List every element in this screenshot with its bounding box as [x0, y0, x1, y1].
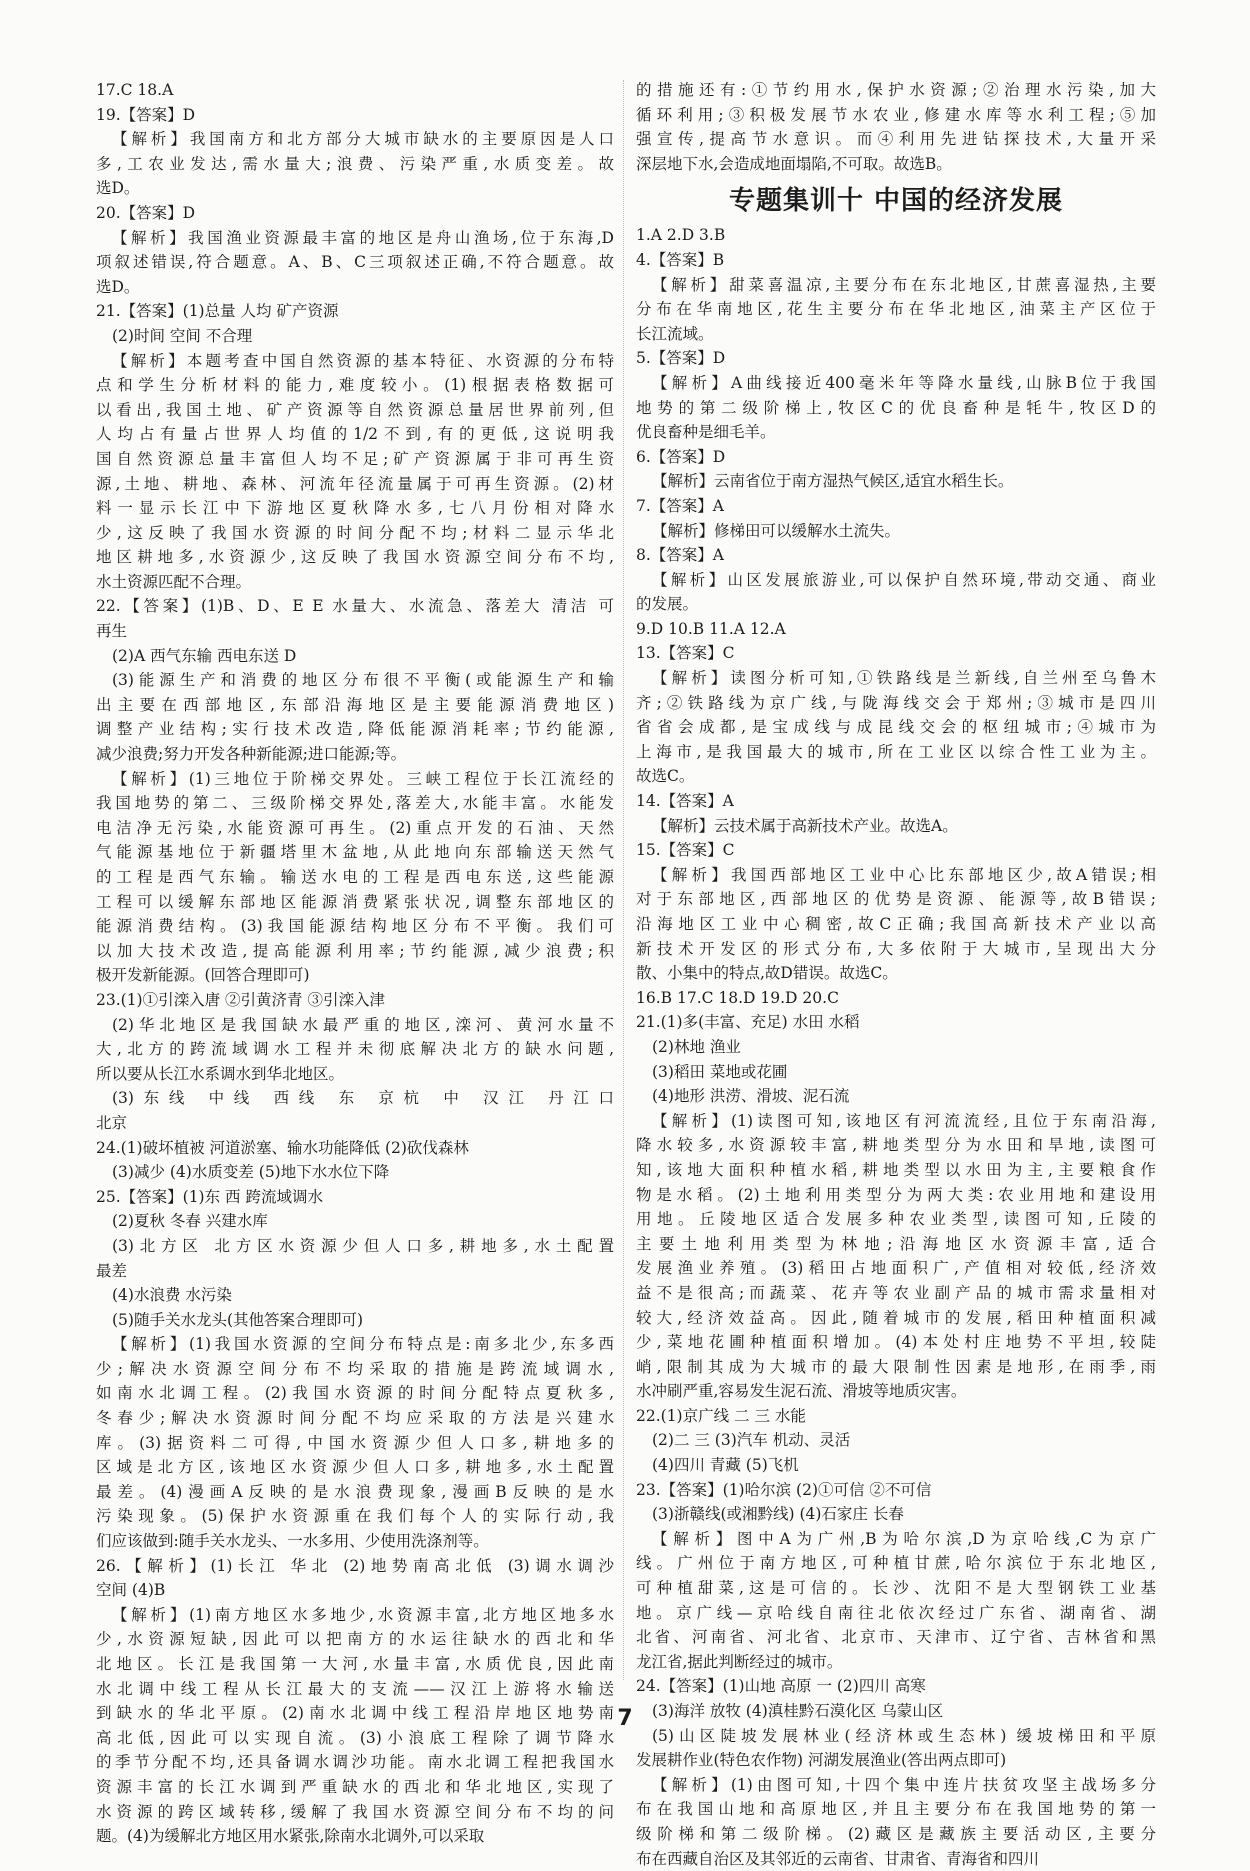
text-line: 料一显示长江中下游地区夏秋降水多,七八月份相对降水	[96, 499, 614, 518]
text-line: 人均占有量占世界人均值的1/2不到,有的更低,这说明我	[96, 425, 614, 444]
answer-entry	[96, 1554, 614, 1849]
text-line: (3)减少 (4)水质变差 (5)地下水水位下降	[112, 1163, 390, 1182]
text-line: 少;解决水资源空间分布不均采取的措施是跨流域调水,	[96, 1359, 614, 1378]
answer-entry	[96, 1136, 614, 1185]
text-line: 17.C 18.A	[96, 81, 174, 99]
answer-entry	[636, 1674, 1156, 1871]
text-line: 益不是很高;而蔬菜、花卉等农业副产品的城市需求量相对	[636, 1283, 1156, 1302]
text-line: 23.(1)①引滦入唐 ②引黄济青 ③引滦入津	[96, 990, 385, 1009]
answer-entry	[636, 248, 1156, 346]
text-line: 项叙述错误,符合题意。A、B、C三项叙述正确,不符合题意。故	[96, 253, 614, 272]
text-line: 【解析】(1)读图可知,该地区有河流流经,且位于东南沿海,	[652, 1111, 1156, 1130]
text-line: 23.【答案】(1)哈尔滨 (2)①可信 ②不可信	[636, 1480, 932, 1499]
text-line: 级阶梯和第二级阶梯。(2)藏区是藏族主要活动区,主要分	[636, 1824, 1156, 1843]
text-line: (3)稻田 菜地或花圃	[652, 1062, 788, 1081]
text-line: 优良畜种是细毛羊。	[636, 423, 776, 442]
text-line: 知,该地大面积种植水稻,耕地类型以水田为主,主要粮食作	[636, 1160, 1156, 1179]
text-line: 21.(1)多(丰富、充足) 水田 水稻	[636, 1013, 860, 1032]
text-line: 可种植甜菜,这是可信的。长沙、沈阳不是大型钢铁工业基	[636, 1579, 1156, 1598]
text-line: (5)随手关水龙头(其他答案合理即可)	[112, 1310, 364, 1329]
text-line: 水土资源匹配不合理。	[96, 572, 252, 591]
text-line: 【解析】(1)由图可知,十四个集中连片扶贫攻坚主战场多分	[652, 1775, 1156, 1794]
text-line: 水北调中线工程从长江最大的支流——汉江上游将水输送	[96, 1679, 614, 1698]
answer-entry	[636, 641, 1156, 789]
text-line: 对于东部地区,西部地区的优势是资源、能源等,故B错误;	[636, 890, 1156, 909]
left-column	[96, 78, 614, 1849]
text-line: 【解析】甜菜喜温凉,主要分布在东北地区,甘蔗喜湿热,主要	[652, 275, 1156, 294]
text-line: (4)水浪费 水污染	[112, 1286, 232, 1305]
text-line: (2)时间 空间 不合理	[112, 326, 253, 345]
text-line: 【解析】图中A为广州,B为哈尔滨,D为京哈线,C为京广	[652, 1529, 1156, 1548]
text-line: 主要土地利用类型为林地;沿海地区水资源丰富,适合	[636, 1234, 1156, 1253]
text-line: (5)山区陡坡发展林业(经济林或生态林) 缓坡梯田和平原	[652, 1726, 1156, 1745]
text-line: 以看出,我国土地、矿产资源等自然资源总量居世界前列,但	[96, 400, 614, 419]
text-line: 【解析】A曲线接近400毫米年等降水量线,山脉B位于我国	[652, 373, 1156, 392]
text-line: (2)夏秋 冬春 兴建水库	[112, 1212, 268, 1231]
text-line: 发展耕作业(特色农作物) 河湖发展渔业(答出两点即可)	[636, 1751, 1007, 1770]
text-line: 21.【答案】(1)总量 人均 矿产资源	[96, 302, 339, 321]
answer-entry	[96, 103, 614, 201]
text-line: 【解析】(1)三地位于阶梯交界处。三峡工程位于长江流经的	[112, 769, 614, 788]
text-line: 发展渔业养殖。(3)稻田占地面积广,产值相对较低,经济效	[636, 1259, 1156, 1278]
text-line: 布在我国山地和高原地区,并且主要分布在我国地势的第一	[636, 1800, 1156, 1819]
text-line: 强宣传,提高节水意识。而④利用先进钻探技术,大量开采	[636, 130, 1156, 149]
text-line: (3)浙赣线(或湘黔线) (4)石家庄 长春	[652, 1505, 904, 1524]
text-line: 【解析】本题考查中国自然资源的基本特征、水资源的分布特	[112, 351, 614, 370]
text-line: 深层地下水,会造成地面塌陷,不可取。故选B。	[636, 154, 952, 173]
text-line: 地区耕地多,水资源少,这反映了我国水资源空间分布不均,	[96, 548, 614, 567]
text-line: 7.【答案】A	[636, 496, 724, 515]
text-line: 散、小集中的特点,故D错误。故选C。	[636, 964, 898, 983]
text-line: 14.【答案】A	[636, 792, 734, 811]
text-line: 所以要从长江水系调水到华北地区。	[96, 1064, 345, 1083]
text-line: 16.B 17.C 18.D 19.D 20.C	[636, 988, 839, 1007]
text-line: 25.【答案】(1)东 西 跨流域调水	[96, 1187, 323, 1206]
column-divider	[623, 80, 624, 1680]
text-line: 空间 (4)B	[96, 1581, 166, 1600]
text-line: 【解析】山区发展旅游业,可以保护自然环境,带动交通、商业	[652, 570, 1156, 589]
text-line: 水冲刷严重,容易发生泥石流、滑坡等地质灾害。	[636, 1382, 967, 1401]
text-line: 的措施还有:①节约用水,保护水资源;②治理水污染,加大	[636, 81, 1156, 99]
answer-entry	[96, 594, 614, 988]
text-line: 5.【答案】D	[636, 349, 726, 368]
text-line: 24.【答案】(1)山地 高原 一 (2)四川 高寒	[636, 1677, 926, 1696]
answer-entry	[636, 986, 1156, 1011]
text-line: 【解析】云技术属于高新技术产业。故选A。	[652, 816, 958, 835]
text-line: 出主要在西部地区,东部沿海地区是主要能源消费地区)	[96, 695, 614, 714]
text-line: 6.【答案】D	[636, 447, 726, 466]
text-line: 国自然资源总量丰富但人均不足;矿产资源属于非可再生资	[96, 449, 614, 468]
answer-entry	[636, 838, 1156, 986]
text-line: 少,菜地花圃种植面积增加。(4)本处村庄地势不平坦,较陡	[636, 1333, 1156, 1352]
answer-entry	[636, 789, 1156, 838]
text-line: 大,北方的跨流域调水工程并未彻底解决北方的缺水问题,	[96, 1040, 614, 1059]
right-column-continuation	[636, 78, 1156, 176]
text-line: 24.(1)破坏植被 河道淤塞、输水功能降低 (2)砍伐森林	[96, 1138, 469, 1157]
answer-entry	[636, 617, 1156, 642]
text-line: 电洁净无污染,水能资源可再生。(2)重点开发的石油、天然	[96, 818, 614, 837]
text-line: 降水较多,水资源较丰富,耕地类型分为水田和旱地,读图可	[636, 1136, 1156, 1155]
text-line: (3)海洋 放牧 (4)滇桂黔石漠化区 乌蒙山区	[652, 1702, 944, 1720]
text-line: 8.【答案】A	[636, 546, 724, 565]
text-line: 物是水稻。(2)土地利用类型分为两大类:农业用地和建设用	[636, 1185, 1156, 1204]
answer-entry	[636, 1478, 1156, 1675]
text-line: 9.D 10.B 11.A 12.A	[636, 619, 786, 638]
text-line: 布在西藏自治区及其邻近的云南省、甘肃省、青海省和四川	[636, 1849, 1040, 1868]
text-line: 【解析】修梯田可以缓解水土流失。	[652, 521, 901, 540]
text-line: 【解析】我国西部地区工业中心比东部地区少,故A错误;相	[652, 865, 1156, 884]
answer-entry	[96, 78, 614, 103]
answer-entry	[636, 78, 1156, 176]
right-column	[636, 78, 1156, 1871]
text-line: (2)华北地区是我国缺水最严重的地区,滦河、黄河水量不	[112, 1015, 614, 1034]
text-line: 的季节分配不均,还具备调水调沙功能。南水北调工程把我国水	[96, 1753, 614, 1772]
answer-entry	[96, 201, 614, 299]
text-line: 少,这反映了我国水资源的时间分配不均;材料二显示华北	[96, 523, 614, 542]
text-line: 以加大技术改造,提高能源利用率;节约能源,减少浪费;积	[96, 941, 614, 960]
text-line: 减少浪费;努力开发各种新能源;进口能源;等。	[96, 745, 407, 764]
text-line: 选D。	[96, 277, 140, 296]
text-line: 1.A 2.D 3.B	[636, 226, 726, 245]
text-line: 新技术开发区的形式分布,大多依附于大城市,呈现出大分	[636, 939, 1156, 958]
text-line: 故选C。	[636, 767, 695, 786]
answer-entry	[636, 346, 1156, 444]
text-line: 最差	[96, 1261, 128, 1280]
text-line: 水资源的跨区域转移,缓解了我国水资源空间分布不均的问	[96, 1802, 614, 1821]
text-line: 22.(1)京广线 二 三 水能	[636, 1406, 806, 1425]
text-line: 26.【解析】(1)长江 华北 (2)地势南高北低 (3)调水调沙	[96, 1556, 614, 1575]
text-line: 北京	[96, 1113, 128, 1132]
text-line: 源,土地、耕地、森林、河流年径流量属于可再生资源。(2)材	[96, 474, 614, 493]
text-line: 用地。丘陵地区适合发展多种农业类型,读图可知,丘陵的	[636, 1210, 1156, 1229]
text-line: (2)A 西气东输 西电东送 D	[112, 646, 297, 665]
text-line: 较大,经济效益高。因此,随着城市的发展,稻田种植面积减	[636, 1308, 1156, 1327]
right-column-answers	[636, 223, 1156, 1871]
text-line: 污染现象。(5)保护水资源重在我们每个人的实际行动,我	[96, 1507, 614, 1526]
text-line: 工程可以缓解东部地区能源消费紧张状况,调整东部地区的	[96, 892, 614, 911]
text-line: 到缺水的华北平原。(2)南水北调中线工程沿岸地区地势南	[96, 1704, 614, 1723]
text-line: (2)林地 渔业	[652, 1037, 741, 1056]
text-line: 长江流域。	[636, 324, 714, 343]
text-line: 线。广州位于南方地区,可种植甘蔗,哈尔滨位于东北地区,	[636, 1554, 1156, 1573]
text-line: 少,水资源短缺,因此可以把南方的水运往缺水的西北和华	[96, 1630, 614, 1649]
text-line: (3)东线 中线 西线 东 京杭 中 汉江 丹江口	[112, 1089, 614, 1108]
answer-entry	[636, 223, 1156, 248]
text-line: 气能源基地位于新疆塔里木盆地,从此地向东部输送天然气	[96, 843, 614, 862]
text-line: 上海市,是我国最大的城市,所在工业区以综合性工业为主。	[636, 742, 1156, 761]
text-line: 区域是北方区,该地区水资源少但人口多,耕地多,水土配置	[96, 1458, 614, 1477]
text-line: 分布在华南地区,花生主要分布在华北地区,油菜主产区位于	[636, 300, 1156, 319]
text-line: 最差。(4)漫画A反映的是水浪费现象,漫画B反映的是水	[96, 1482, 614, 1501]
text-line: 【解析】读图分析可知,①铁路线是兰新线,自兰州至乌鲁木	[652, 669, 1156, 688]
text-line: 库。(3)据资料二可得,中国水资源少但人口多,耕地多的	[96, 1433, 614, 1452]
text-line: 的发展。	[636, 595, 699, 614]
text-line: 点和学生分析材料的能力,难度较小。(1)根据表格数据可	[96, 376, 614, 395]
text-line: (3)能源生产和消费的地区分布很不平衡(或能源生产和输	[112, 671, 614, 690]
text-line: 【解析】我国南方和北方部分大城市缺水的主要原因是人口	[112, 130, 614, 149]
answer-entry	[96, 299, 614, 594]
text-line: 选D。	[96, 179, 140, 198]
text-line: 能源消费结构。(3)我国能源结构地区分布不平衡。我们可	[96, 917, 614, 936]
answer-entry	[96, 988, 614, 1136]
text-line: 地势的第二级阶梯上,牧区C的优良畜种是牦牛,牧区D的	[636, 398, 1156, 417]
answer-entry	[636, 543, 1156, 617]
text-line: 19.【答案】D	[96, 105, 196, 124]
answer-entry	[636, 1404, 1156, 1478]
text-line: (3)北方区 北方区水资源少但人口多,耕地多,水土配置	[112, 1236, 614, 1255]
text-line: 调整产业结构;实行技术改造,降低能源消耗率;节约能源,	[96, 720, 614, 739]
text-line: (4)四川 青藏 (5)飞机	[652, 1456, 799, 1475]
text-line: 20.【答案】D	[96, 203, 196, 222]
text-line: 的工程是西气东输。输送水电的工程是西电东送,这些能源	[96, 868, 614, 886]
page-number: 7	[617, 1706, 633, 1731]
text-line: 循环利用;③积极发展节水农业,修建水库等水利工程;⑤加	[636, 105, 1156, 124]
text-line: 冬春少;解决水资源时间分配不均应采取的方法是兴建水	[96, 1409, 614, 1428]
text-line: 齐;②铁路线为京广线,与陇海线交会于郑州;③城市是四川	[636, 693, 1156, 712]
section-title: 专题集训十 中国的经济发展	[728, 186, 1064, 217]
text-line: 资源丰富的长江水调到严重缺水的西北和华北地区,实现了	[96, 1777, 614, 1796]
answer-entry	[636, 494, 1156, 543]
text-line: 如南水北调工程。(2)我国水资源的时间分配特点夏秋多,	[96, 1384, 614, 1403]
text-line: (2)二 三 (3)汽车 机动、灵活	[652, 1431, 851, 1450]
text-line: 北省、河南省、河北省、北京市、天津市、辽宁省、吉林省和黑	[636, 1628, 1156, 1647]
text-line: 多,工农业发达,需水量大;浪费、污染严重,水质变差。故	[96, 154, 614, 173]
text-line: 22.【答案】(1)B、D、E E 水量大、水流急、落差大 清洁 可	[96, 597, 614, 616]
text-line: 我国地势的第二、三级阶梯交界处,落差大,水能丰富。水能发	[96, 794, 614, 813]
text-line: 4.【答案】B	[636, 250, 725, 269]
answer-entry	[96, 1185, 614, 1554]
text-line: 地。京广线—京哈线自南往北依次经过广东省、湖南省、湖	[636, 1603, 1156, 1622]
text-line: 极开发新能源。(回答合理即可)	[96, 966, 310, 985]
text-line: 题。(4)为缓解北方地区用水紧张,除南水北调外,可以采取	[96, 1827, 485, 1846]
text-line: 峭,限制其成为大城市的最大限制性因素是地形,在雨季,雨	[636, 1357, 1156, 1376]
text-line: 沿海地区工业中心稠密,故C正确;我国高新技术产业以高	[636, 915, 1156, 933]
answer-entry	[636, 1010, 1156, 1404]
text-line: 龙江省,据此判断经过的城市。	[636, 1652, 843, 1671]
text-line: 【解析】云南省位于南方湿热气候区,适宜水稻生长。	[652, 472, 1014, 491]
answer-entry	[636, 445, 1156, 494]
text-line: 北地区。长江是我国第一大河,水量丰富,水质优良,因此南	[96, 1655, 614, 1673]
text-line: 【解析】(1)我国水资源的空间分布特点是:南多北少,东多西	[112, 1335, 614, 1354]
text-line: 高北低,因此可以实现自流。(3)小浪底工程除了调节降水	[96, 1728, 614, 1747]
text-line: 再生	[96, 622, 128, 641]
text-line: 们应该做到:随手关水龙头、一水多用、少使用洗涤剂等。	[96, 1532, 489, 1551]
text-line: 【解析】(1)南方地区水多地少,水资源丰富,北方地区地多水	[112, 1605, 614, 1624]
text-line: 【解析】我国渔业资源最丰富的地区是舟山渔场,位于东海,D	[112, 228, 614, 247]
text-line: 13.【答案】C	[636, 644, 735, 663]
text-line: 15.【答案】C	[636, 841, 735, 860]
text-line: (4)地形 洪涝、滑坡、泥石流	[652, 1087, 850, 1106]
text-line: 省省会成都,是宝成线与成昆线交会的枢纽城市;④城市为	[636, 718, 1156, 737]
